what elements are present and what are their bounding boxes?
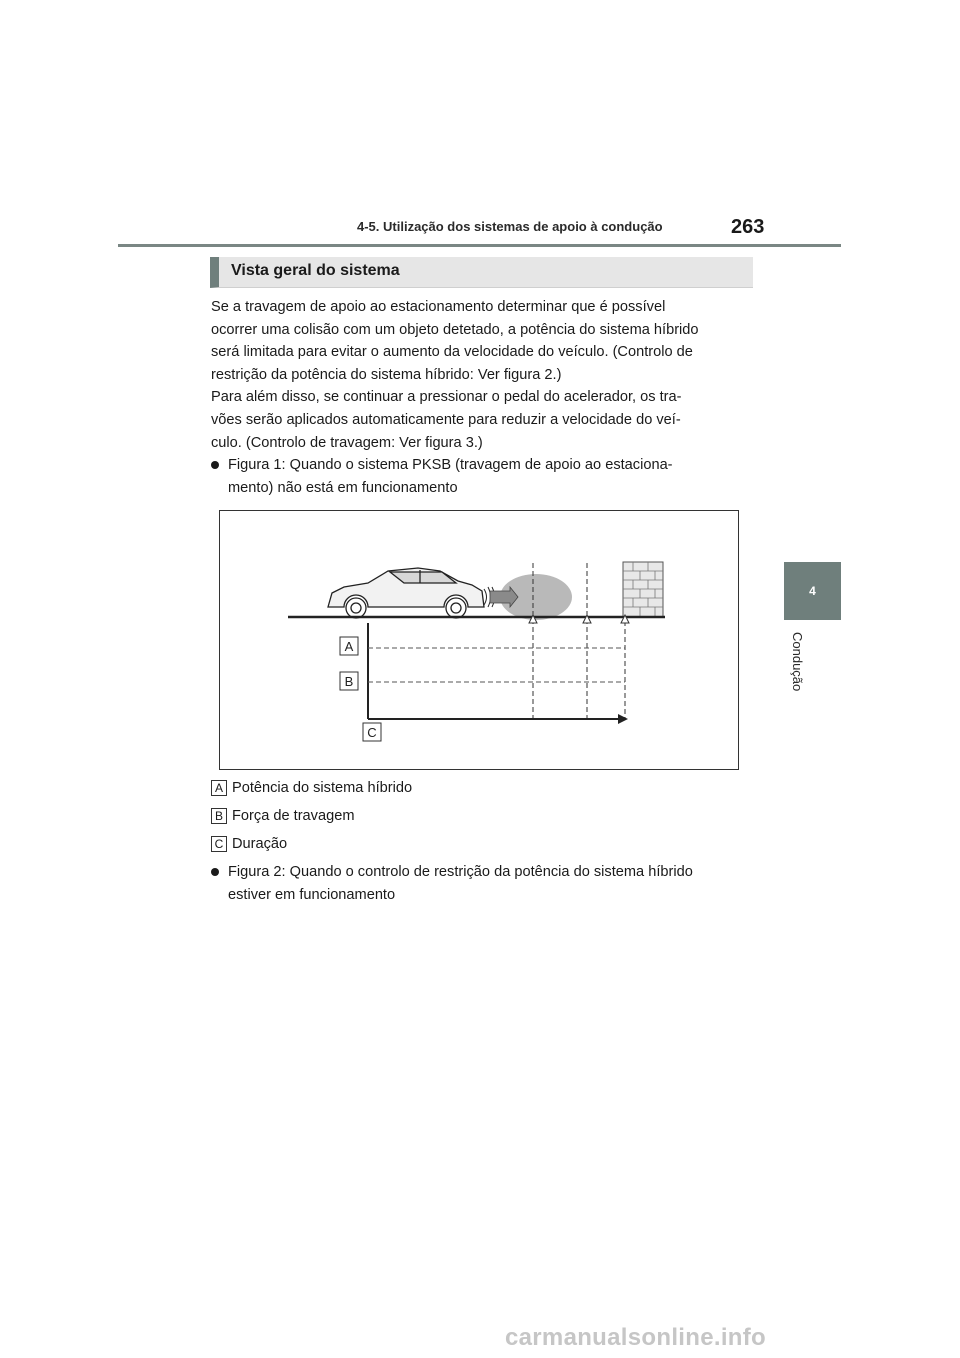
chapter-tab[interactable] <box>784 562 841 620</box>
figure-svg <box>220 511 738 769</box>
label-b-text: B <box>344 674 354 689</box>
legend-key: B <box>211 808 227 824</box>
legend-key: A <box>211 780 227 796</box>
legend-key: C <box>211 836 227 852</box>
watermark: carmanualsonline.info <box>505 1324 767 1351</box>
chapter-label: Condução <box>790 632 805 692</box>
legend-item-b <box>211 806 354 826</box>
bullet-dot-icon <box>211 868 219 876</box>
paragraph-line: será limitada para evitar o aumento da velocidade do veículo. (Controlo de <box>211 344 693 361</box>
label-a-text: A <box>344 639 354 654</box>
car-icon <box>328 568 495 618</box>
figure-1-illustration <box>219 510 739 770</box>
bullet-line: estiver em funcionamento <box>228 886 396 903</box>
section-title: Vista geral do sistema <box>231 262 400 279</box>
wall-icon <box>623 562 663 617</box>
paragraph-line: culo. (Controlo de travagem: Ver figura 3.) <box>211 434 483 451</box>
axis-arrow-icon <box>618 714 628 724</box>
chapter-number: 4 <box>809 584 816 598</box>
page-number: 263 <box>731 216 765 238</box>
paragraph-line: restrição da potência do sistema híbrido: Ver figura 2.) <box>211 366 562 383</box>
label-b <box>340 672 358 690</box>
paragraph-line: ocorrer uma colisão com um objeto detetado, a potência do sistema híbrido <box>211 321 699 338</box>
legend-text: Potência do sistema híbrido <box>232 780 413 796</box>
section-heading <box>210 257 753 288</box>
paragraph-line: vões serão aplicados automaticamente para reduzir a velocidade do veí- <box>211 411 681 428</box>
legend-text: Força de travagem <box>232 808 355 824</box>
label-c-text: C <box>367 725 377 740</box>
bullet-line: Figura 2: Quando o controlo de restrição da potência do sistema híbrido <box>228 864 693 880</box>
label-c <box>363 723 381 741</box>
label-a <box>340 637 358 655</box>
header-section-title: 4-5. Utilização dos sistemas de apoio à condução <box>357 219 663 234</box>
paragraph-line: Se a travagem de apoio ao estacionamento determinar que é possível <box>211 299 666 315</box>
bullet-figure-1 <box>211 454 756 499</box>
bullet-line: mento) não está em funcionamento <box>228 479 458 496</box>
body-paragraph <box>211 296 756 454</box>
paragraph-line: Para além disso, se continuar a pressionar o pedal do acelerador, os tra- <box>211 389 682 406</box>
header-divider <box>118 244 841 247</box>
legend-text: Duração <box>232 836 288 852</box>
bullet-dot-icon <box>211 461 219 469</box>
legend-item-a <box>211 778 412 798</box>
bullet-line: Figura 1: Quando o sistema PKSB (travagem de apoio ao estaciona- <box>228 457 673 473</box>
legend-item-c <box>211 834 287 854</box>
bullet-figure-2 <box>211 861 756 906</box>
